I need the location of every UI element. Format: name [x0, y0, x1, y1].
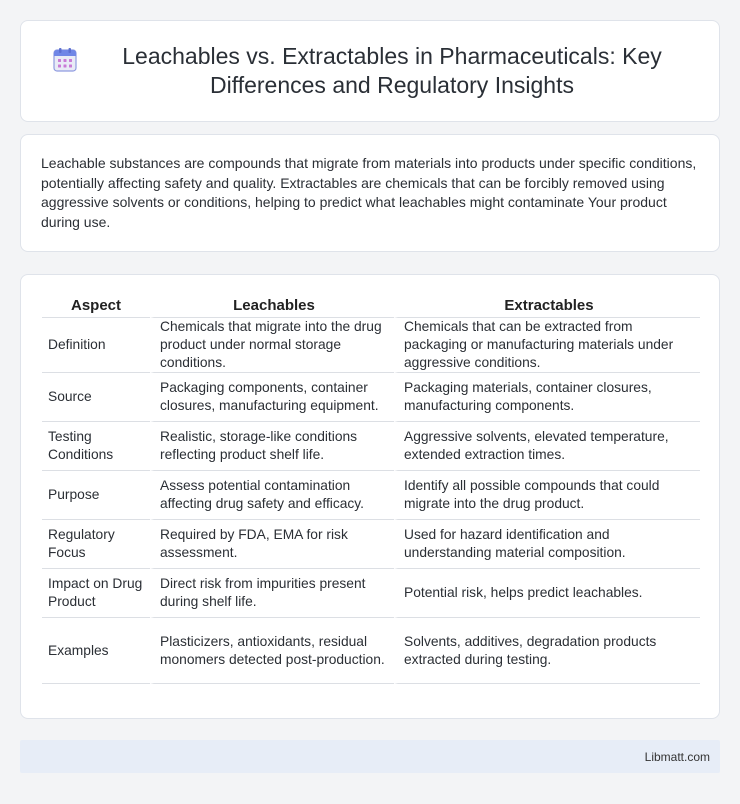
row-extractables: Solvents, additives, degradation products extracted during testing.	[394, 617, 700, 684]
row-leachables: Realistic, storage-like conditions reflecting product shelf life.	[150, 421, 394, 470]
table-header-row	[42, 295, 700, 317]
header-extractables: Extractables	[394, 295, 700, 317]
table-row	[42, 519, 700, 568]
table-row	[42, 372, 700, 421]
row-extractables: Aggressive solvents, elevated temperature, extended extraction times.	[394, 421, 700, 470]
page-title: Leachables vs. Extractables in Pharmaceuticals: Key Differences and Regulatory Insights	[122, 43, 662, 98]
row-aspect: Purpose	[42, 470, 150, 519]
table-row	[42, 421, 700, 470]
row-leachables: Chemicals that migrate into the drug product under normal storage conditions.	[150, 317, 394, 372]
comparison-table	[42, 295, 700, 684]
row-extractables: Packaging materials, container closures, manufacturing components.	[394, 372, 700, 421]
row-leachables: Assess potential contamination affecting drug safety and efficacy.	[150, 470, 394, 519]
row-aspect: Impact on Drug Product	[42, 568, 150, 617]
row-aspect: Regulatory Focus	[42, 519, 150, 568]
title-card	[20, 20, 720, 122]
intro-card	[20, 134, 720, 252]
table-row	[42, 470, 700, 519]
comparison-card	[20, 274, 720, 719]
row-leachables: Plasticizers, antioxidants, residual monomers detected post-production.	[150, 617, 394, 684]
header-aspect: Aspect	[70, 297, 122, 314]
row-extractables: Used for hazard identification and understanding material composition.	[394, 519, 700, 568]
row-extractables: Chemicals that can be extracted from packaging or manufacturing materials under aggressive conditions.	[394, 317, 700, 372]
footer	[20, 740, 720, 773]
row-leachables: Direct risk from impurities present during shelf life.	[150, 568, 394, 617]
row-extractables: Identify all possible compounds that could migrate into the drug product.	[394, 470, 700, 519]
row-aspect: Examples	[42, 617, 150, 684]
header-leachables: Leachables	[150, 295, 394, 317]
title-wrap	[21, 42, 719, 100]
table-row	[42, 617, 700, 684]
table-row	[42, 568, 700, 617]
row-aspect: Source	[42, 372, 150, 421]
row-leachables: Required by FDA, EMA for risk assessment.	[150, 519, 394, 568]
row-aspect: Testing Conditions	[42, 421, 150, 470]
row-leachables: Packaging components, container closures, manufacturing equipment.	[150, 372, 394, 421]
calendar-icon	[51, 46, 79, 74]
intro-paragraph: Leachable substances are compounds that migrate from materials into products under specific conditions, potentially affecting safety and quality. Extractables are chemicals that can be forcibly removed using aggressive solvents or conditions, helping to predict what leachables might contaminate Your product during use.	[41, 155, 697, 230]
row-aspect: Definition	[42, 317, 150, 372]
footer-brand: Libmatt.com	[644, 749, 710, 764]
row-extractables: Potential risk, helps predict leachables.	[394, 568, 700, 617]
table-row	[42, 317, 700, 372]
